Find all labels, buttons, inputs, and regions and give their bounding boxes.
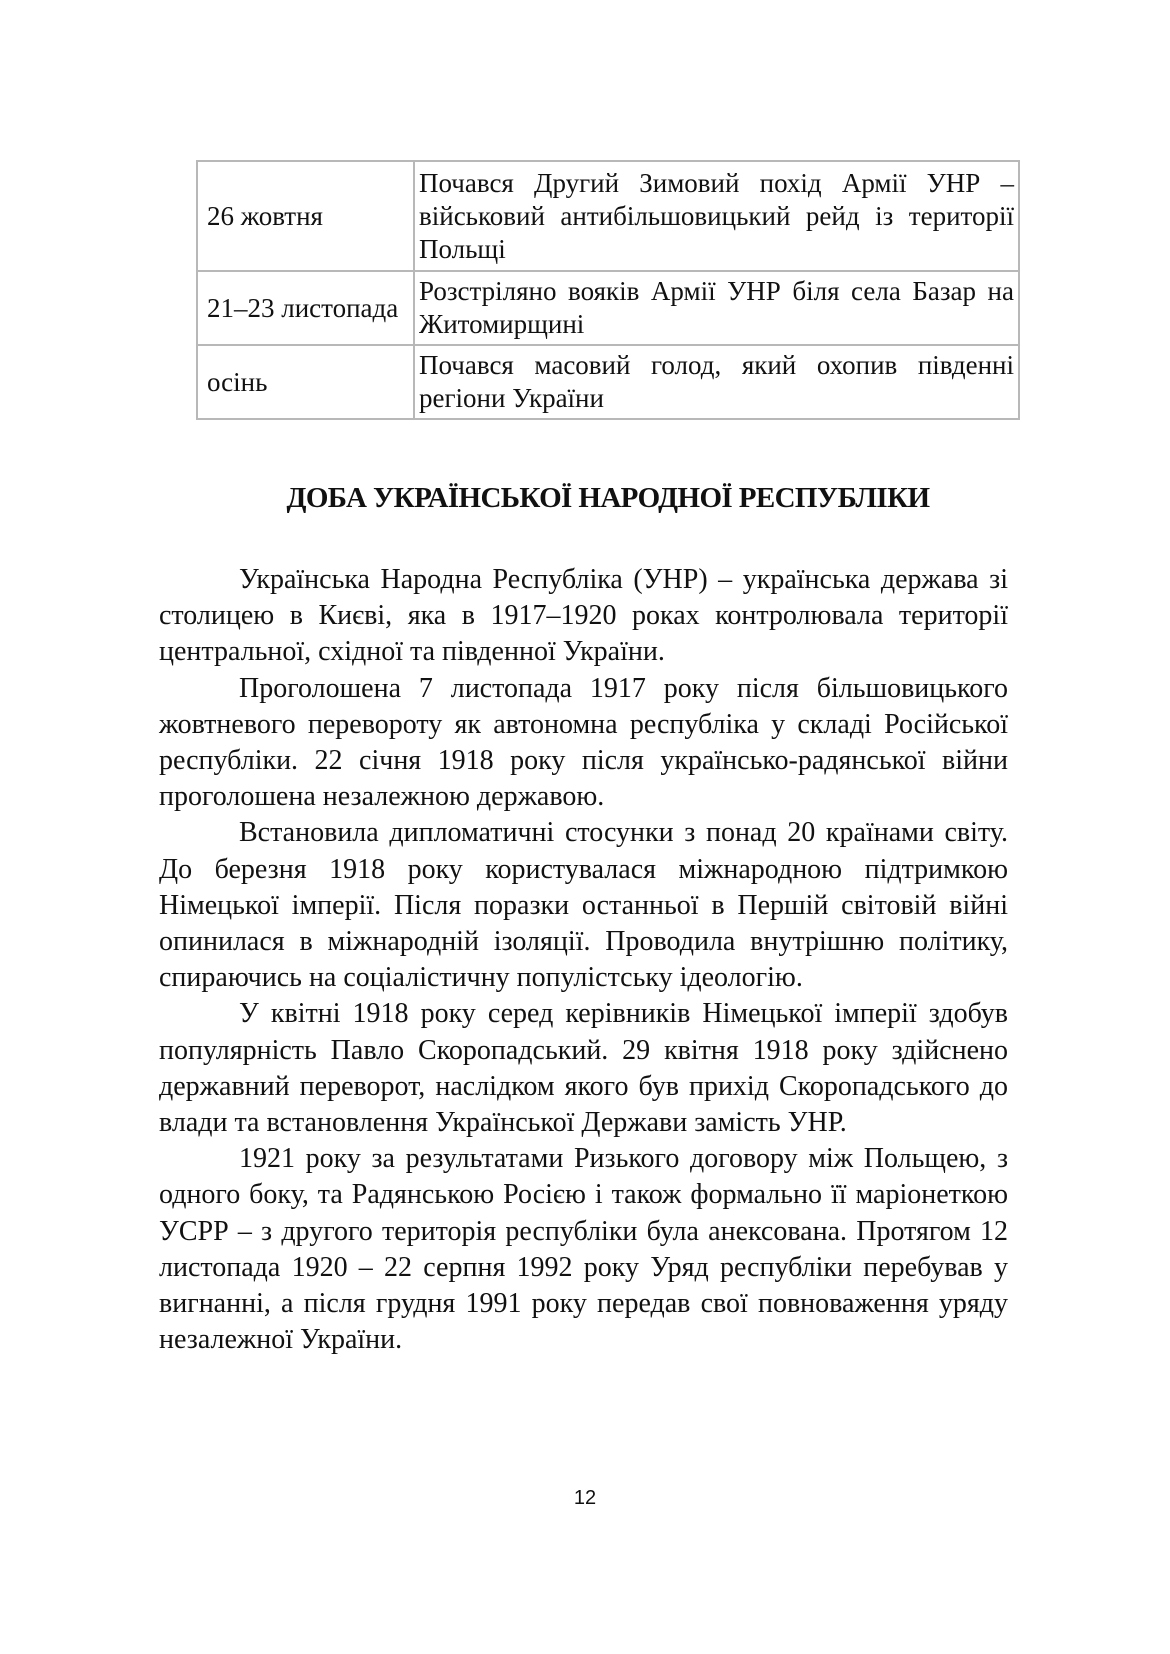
paragraph: У квітні 1918 року серед керівників Німецької імперії здобув популярність Павло Скоропадський. 29 квітня 1918 року здійснено державний переворот, наслідком якого був прихід Скоропадського до влади та встановлення Української Держави замість УНР. bbox=[159, 998, 1008, 1139]
table-cell-date: 21–23 листопада bbox=[197, 271, 414, 345]
paragraph: Проголошена 7 листопада 1917 року після більшовицького жовтневого перевороту як автономна республіка у складі Російської республіки. 22 січня 1918 року після українсько-радянської війни проголошена незалежною державою. bbox=[159, 672, 1008, 813]
table-cell-date: 26 жовтня bbox=[197, 161, 414, 271]
table-cell-event: Почався Другий Зимовий похід Армії УНР – військовий антибільшовицький рейд із території Польщі bbox=[414, 161, 1019, 271]
table-row bbox=[197, 271, 1019, 345]
table-row bbox=[197, 161, 1019, 271]
table-cell-date: осінь bbox=[197, 345, 414, 419]
paragraph: Українська Народна Республіка (УНР) – українська держава зі столицею в Києві, яка в 1917–1920 роках контролювала території центральної, східної та південної України. bbox=[159, 564, 1008, 668]
paragraph: Встановила дипломатичні стосунки з понад 20 країнами світу. До березня 1918 року користувалася міжнародною підтримкою Німецької імперії. Після поразки останньої в Першій світовій війні опинилася в міжнародній ізоляції. Проводила внутрішню політику, спираючись на соціалістичну популістську ідеологію. bbox=[159, 817, 1008, 994]
table-cell-event: Розстріляно вояків Армії УНР біля села Базар на Житомирщині bbox=[414, 271, 1019, 345]
table-row bbox=[197, 345, 1019, 419]
paragraph: 1921 року за результатами Ризького договору між Польщею, з одного боку, та Радянською Росією і також формально її маріонеткою УСРР – з другого територія республіки була анексована. Протягом 12 листопада 1920 – 22 серпня 1992 року Уряд республіки перебував у вигнанні, а після грудня 1991 року передав свої повноваження уряду незалежної України. bbox=[159, 1143, 1008, 1356]
events-table bbox=[196, 160, 1020, 420]
table-cell-event: Почався масовий голод, який охопив південні регіони України bbox=[414, 345, 1019, 419]
section-heading: ДОБА УКРАЇНСЬКОЇ НАРОДНОЇ РЕСПУБЛІКИ bbox=[286, 482, 930, 514]
body-text bbox=[159, 562, 1008, 1358]
page-number: 12 bbox=[573, 1487, 597, 1509]
